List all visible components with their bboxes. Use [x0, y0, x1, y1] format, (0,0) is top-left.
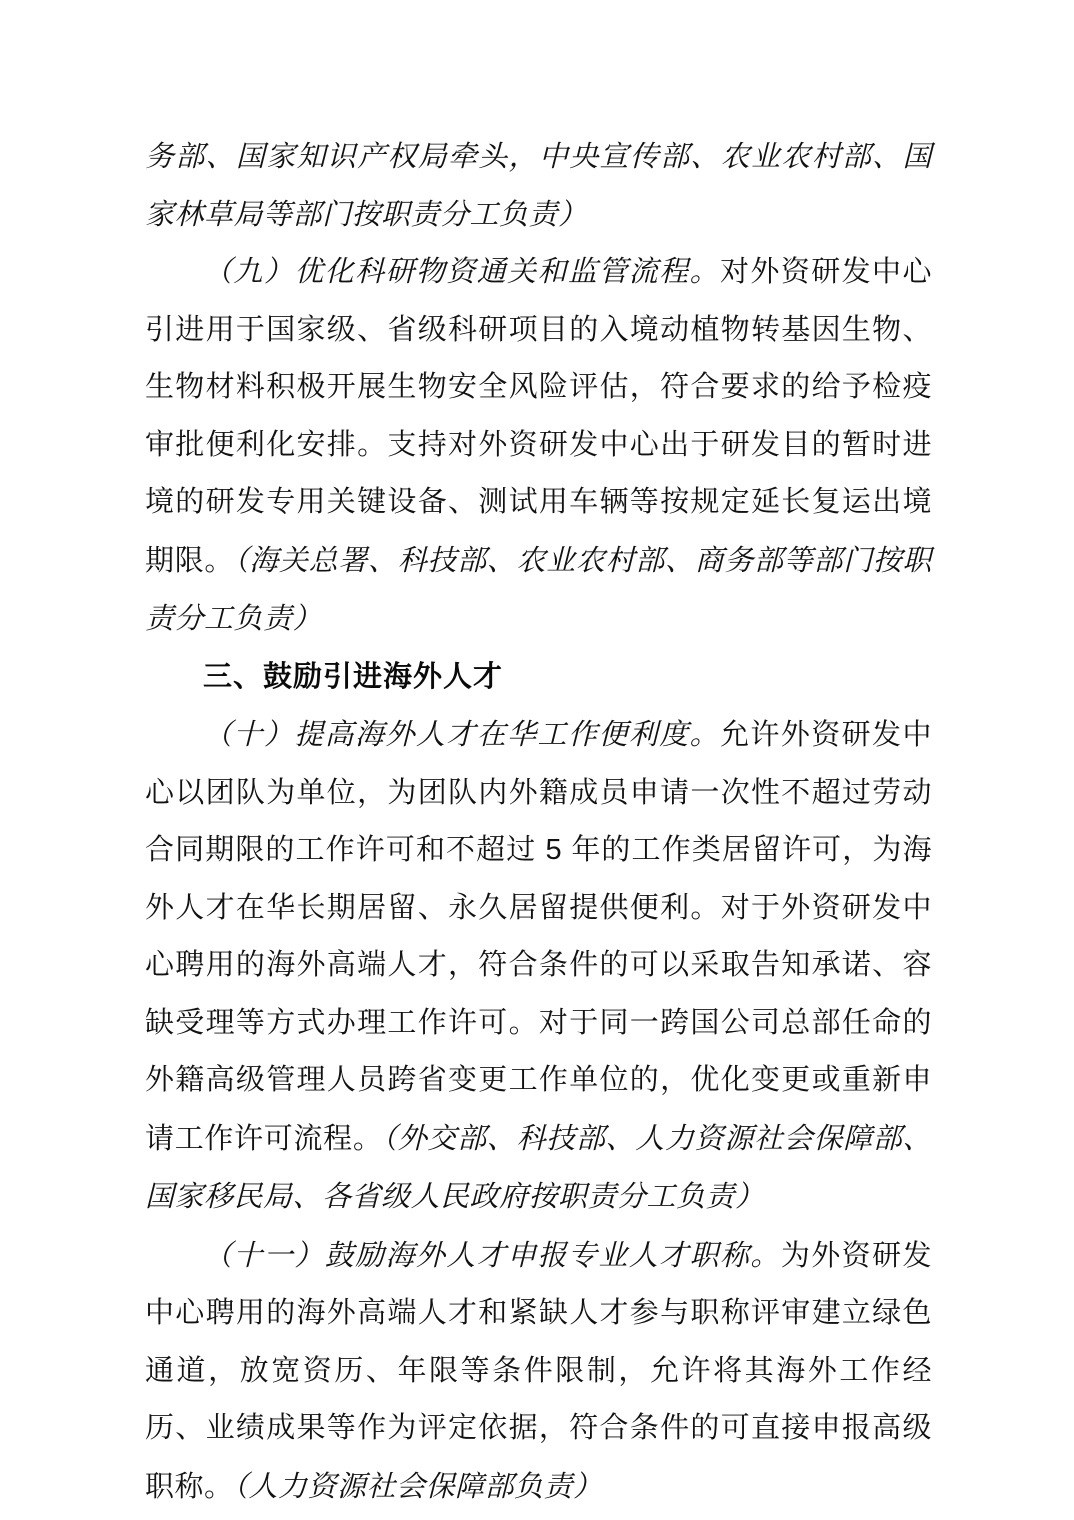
section-3-heading: 三、鼓励引进海外人才	[203, 660, 504, 693]
item-11-lead: （十一）鼓励海外人才申报专业人才职称。	[203, 1237, 781, 1272]
item-9-attribution: （海关总署、科技部、农业农村部、商务部等部门按职责分工负责）	[145, 542, 932, 635]
paragraph-item-11	[145, 1227, 932, 1517]
item-10-body: 允许外资研发中心以团队为单位，为团队内外籍成员申请一次性不超过劳动合同期限的工作许可和不超过 5 年的工作类居留许可，为海外人才在华长期居留、永久居留提供便利。对于外资研发中心聘用的海外高端人才，符合条件的可以采取告知承诺、容缺受理等方式办理工作许可。对于同一跨国公司总部任命的外籍高级管理人员跨省变更工作单位的，优化变更或重新申请工作许可流程。	[145, 719, 932, 1155]
item-10-attribution: （外交部、科技部、人力资源社会保障部、国家移民局、各省级人民政府按职责分工负责）	[145, 1120, 932, 1213]
item-11-body: 为外资研发中心聘用的海外高端人才和紧缺人才参与职称评审建立绿色通道，放宽资历、年限等条件限制，允许将其海外工作经历、业绩成果等作为评定依据，符合条件的可直接申报高级职称。	[145, 1239, 932, 1503]
paragraph-item-10	[145, 706, 932, 1227]
item-9-lead: （九）优化科研物资通关和监管流程。	[203, 254, 720, 288]
item-9-body: 对外资研发中心引进用于国家级、省级科研项目的入境动植物转基因生物、生物材料积极开展生物安全风险评估，符合要求的给予检疫审批便利化安排。支持对外资研发中心出于研发目的暂时进境的研发专用关键设备、测试用车辆等按规定延长复运出境期限。	[145, 256, 932, 577]
paragraph-item-9	[145, 243, 932, 649]
item-11-attribution: （人力资源社会保障部负责）	[233, 1468, 603, 1503]
item-10-lead: （十）提高海外人才在华工作便利度。	[203, 717, 720, 751]
paragraph-continuation: 务部、国家知识产权局牵头，中央宣传部、农业农村部、国家林草局等部门按职责分工负责）	[145, 139, 932, 231]
